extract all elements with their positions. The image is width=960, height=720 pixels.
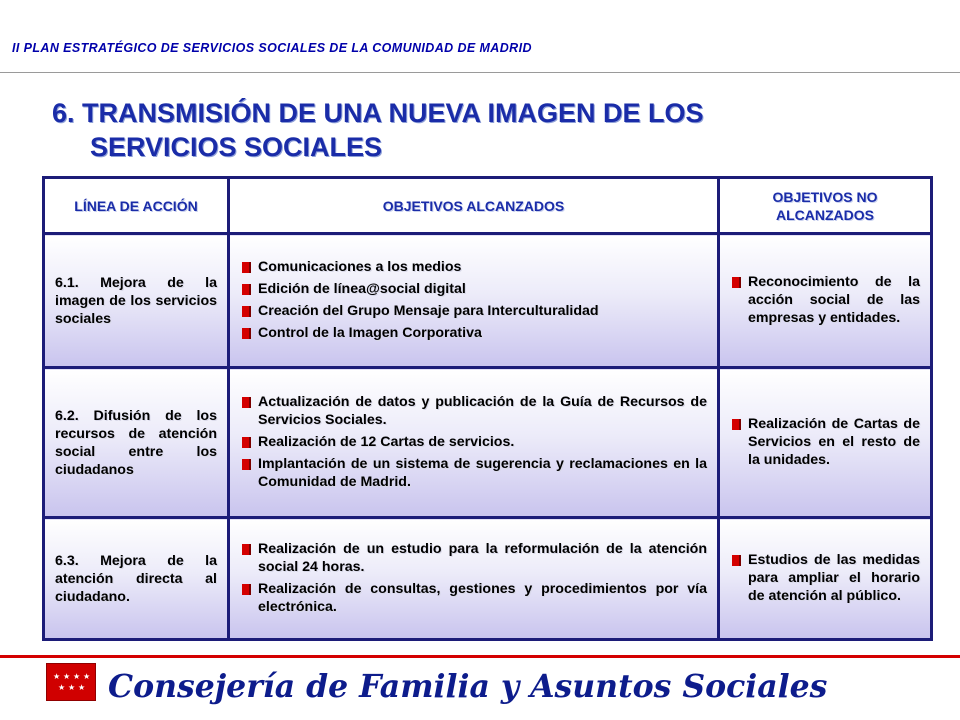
alcanzados-list — [240, 540, 707, 616]
slide-title — [52, 96, 932, 164]
no-alcanzados-cell — [719, 234, 932, 368]
department-name: Consejería de Familia y Asuntos Sociales — [108, 668, 828, 705]
comunidad-madrid-flag-icon — [46, 663, 96, 701]
table-row — [44, 368, 932, 518]
list-item: Realización de un estudio para la reformulación de la atención social 24 horas. — [240, 540, 707, 576]
star-icon: ★ — [58, 683, 66, 692]
alcanzados-cell — [229, 518, 719, 640]
linea-cell: 6.3. Mejora de la atención directa al ciudadano. — [44, 518, 229, 640]
header-divider — [0, 72, 960, 73]
star-icon: ★ — [63, 672, 71, 681]
list-item: Implantación de un sistema de sugerencia y reclamaciones en la Comunidad de Madrid. — [240, 455, 707, 491]
no-alcanzados-list — [730, 415, 920, 469]
slide-title-line2: SERVICIOS SOCIALES — [90, 132, 383, 162]
no-alcanzados-cell — [719, 518, 932, 640]
alcanzados-list — [240, 393, 707, 491]
alcanzados-cell — [229, 234, 719, 368]
table-row — [44, 234, 932, 368]
alcanzados-list — [240, 258, 707, 342]
list-item: Control de la Imagen Corporativa — [240, 324, 707, 342]
header-objetivos-alcanzados: OBJETIVOS ALCANZADOS — [229, 178, 719, 234]
objectives-table — [42, 176, 933, 641]
list-item: Edición de línea@social digital — [240, 280, 707, 298]
no-alcanzados-list — [730, 551, 920, 605]
footer-divider — [0, 655, 960, 658]
linea-cell: 6.1. Mejora de la imagen de los servicios sociales — [44, 234, 229, 368]
star-icon: ★ — [83, 672, 91, 681]
no-alcanzados-list — [730, 273, 920, 327]
list-item: Actualización de datos y publicación de la Guía de Recursos de Servicios Sociales. — [240, 393, 707, 429]
list-item: Realización de consultas, gestiones y procedimientos por vía electrónica. — [240, 580, 707, 616]
star-icon: ★ — [53, 672, 61, 681]
list-item: Realización de Cartas de Servicios en el resto de la unidades. — [730, 415, 920, 469]
list-item: Creación del Grupo Mensaje para Interculturalidad — [240, 302, 707, 320]
table-row — [44, 518, 932, 640]
header-objetivos-no-alcanzados: OBJETIVOS NO ALCANZADOS — [719, 178, 932, 234]
alcanzados-cell — [229, 368, 719, 518]
star-icon: ★ — [68, 683, 76, 692]
list-item: Estudios de las medidas para ampliar el horario de atención al público. — [730, 551, 920, 605]
linea-cell: 6.2. Difusión de los recursos de atención social entre los ciudadanos — [44, 368, 229, 518]
star-icon: ★ — [73, 672, 81, 681]
no-alcanzados-cell — [719, 368, 932, 518]
plan-header: II PLAN ESTRATÉGICO DE SERVICIOS SOCIALES DE LA COMUNIDAD DE MADRID — [12, 41, 532, 55]
slide-title-line1: 6. TRANSMISIÓN DE UNA NUEVA IMAGEN DE LOS — [52, 98, 704, 128]
table-header-row — [44, 178, 932, 234]
star-icon: ★ — [78, 683, 86, 692]
list-item: Reconocimiento de la acción social de las empresas y entidades. — [730, 273, 920, 327]
list-item: Comunicaciones a los medios — [240, 258, 707, 276]
header-linea-de-accion: LÍNEA DE ACCIÓN — [44, 178, 229, 234]
list-item: Realización de 12 Cartas de servicios. — [240, 433, 707, 451]
